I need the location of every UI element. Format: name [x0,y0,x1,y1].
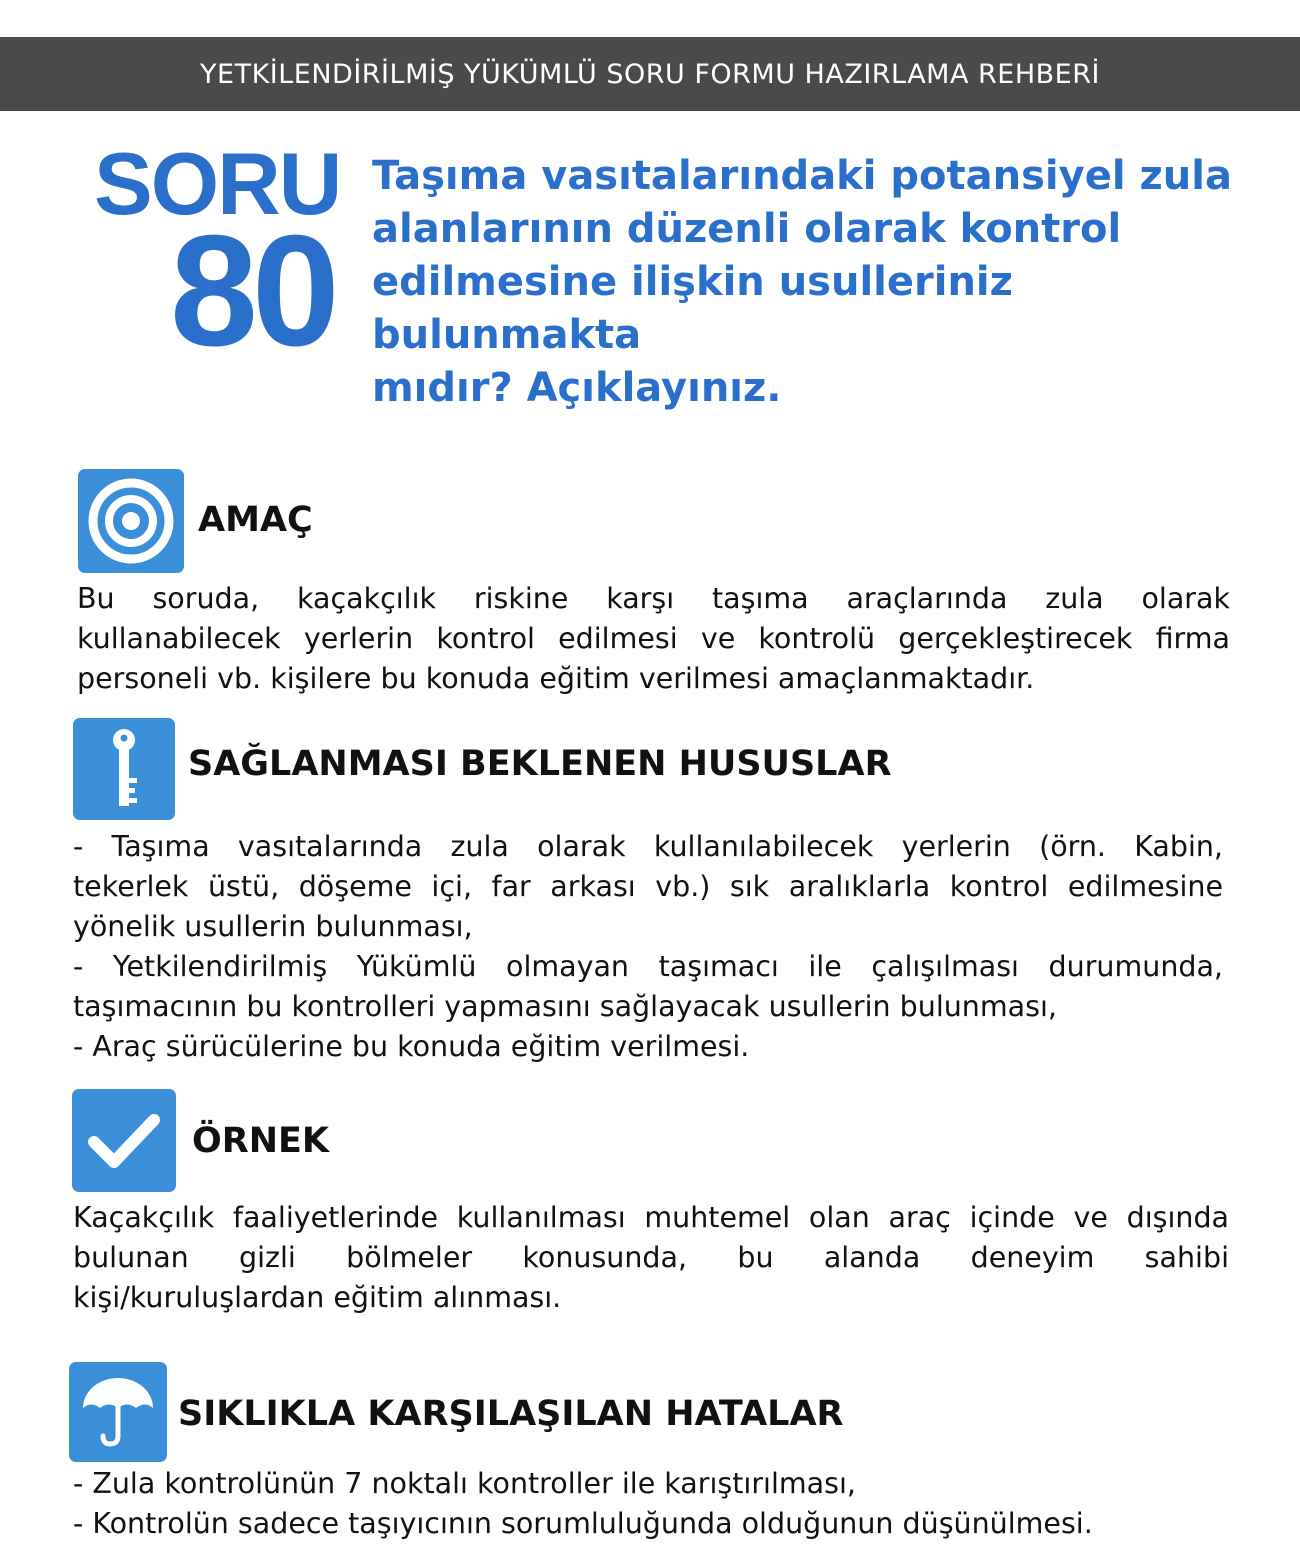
section-body-ornek [73,1198,1229,1318]
checkmark-icon [72,1089,176,1192]
section-body-beklenen [73,827,1223,1067]
body-line: bulunan gizli bölmeler konusunda, bu alanda deneyim sahibi [73,1241,1229,1274]
body-line: taşımacının bu kontrolleri yapmasını sağlayacak usullerin bulunması, [73,990,1057,1023]
body-line: yönelik usullerin bulunması, [73,910,473,943]
document-title: YETKİLENDİRİLMİŞ YÜKÜMLÜ SORU FORMU HAZIRLAMA REHBERİ [200,58,1100,90]
section-title-hatalar: SIKLIKLA KARŞILAŞILAN HATALAR [178,1394,844,1434]
body-line: - Kontrolün sadece taşıyıcının sorumluluğunda olduğunun düşünülmesi. [73,1507,1093,1540]
body-line: Kaçakçılık faaliyetlerinde kullanılması muhtemel olan araç içinde ve dışında [73,1201,1229,1234]
question-line: mıdır? Açıklayınız. [372,365,782,411]
key-icon [73,718,175,820]
target-icon [78,469,184,573]
umbrella-icon [69,1362,167,1462]
question-line: edilmesine ilişkin usulleriniz bulunmakta [372,259,1013,358]
question-text [372,150,1252,415]
section-title-beklenen: SAĞLANMASI BEKLENEN HUSUSLAR [188,744,892,784]
question-label: SORU [94,134,341,233]
body-line: - Taşıma vasıtalarında zula olarak kullanılabilecek yerlerin (örn. Kabin, [73,830,1223,863]
body-line: kullanabilecek yerlerin kontrol edilmesi ve kontrolü gerçekleştirecek firma [77,622,1230,655]
body-line: tekerlek üstü, döşeme içi, far arkası vb.) sık aralıklarla kontrol edilmesine [73,870,1223,903]
section-title-ornek: ÖRNEK [192,1121,330,1161]
body-line: personeli vb. kişilere bu konuda eğitim verilmesi amaçlanmaktadır. [77,662,1035,695]
question-number: 80 [170,203,334,379]
body-line: Bu soruda, kaçakçılık riskine karşı taşıma araçlarında zula olarak [77,582,1230,615]
question-line: Taşıma vasıtalarındaki potansiyel zula [372,153,1232,199]
body-line: - Zula kontrolünün 7 noktalı kontroller ile karıştırılması, [73,1467,856,1500]
body-line: - Yetkilendirilmiş Yükümlü olmayan taşımacı ile çalışılması durumunda, [73,950,1223,983]
question-line: alanlarının düzenli olarak kontrol [372,206,1122,252]
section-body-amac [77,579,1230,699]
header-bar [0,37,1300,111]
body-line: - Araç sürücülerine bu konuda eğitim verilmesi. [73,1030,750,1063]
section-body-hatalar [73,1464,1233,1544]
section-title-amac: AMAÇ [198,500,313,540]
body-line: kişi/kuruluşlardan eğitim alınması. [73,1281,562,1314]
